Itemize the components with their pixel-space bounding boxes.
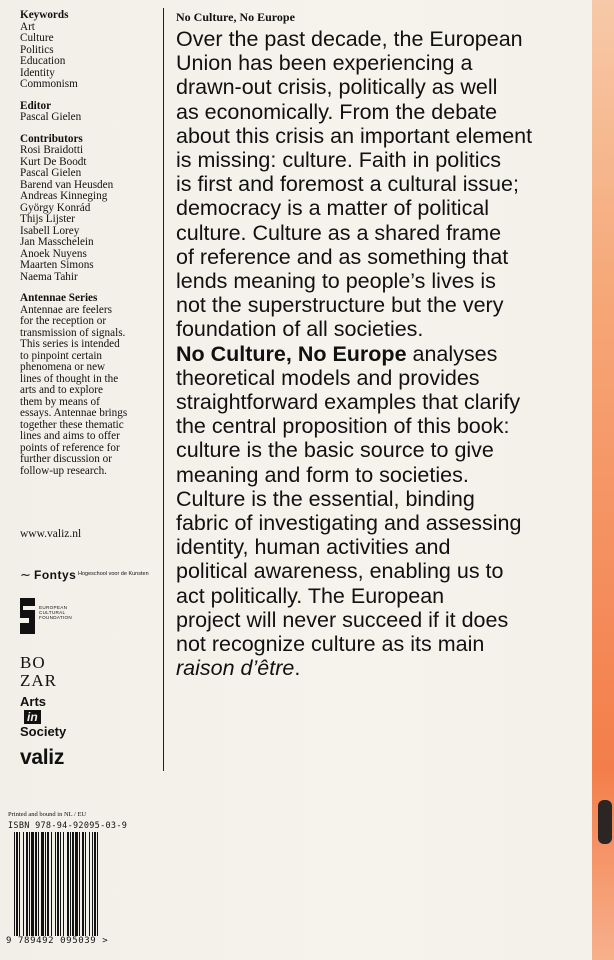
barcode-bar: [75, 832, 78, 936]
blurb-line: the central proposition of this book:: [176, 414, 510, 439]
series-text-line: lines and aims to offer: [20, 430, 120, 442]
barcode-bar: [85, 832, 86, 936]
contributor: Kurt De Boodt: [20, 155, 87, 168]
barcode-bar: [26, 832, 28, 936]
valiz-logo: valiz: [20, 746, 65, 769]
blurb-line: Union has been experiencing a: [176, 51, 473, 76]
column-divider: [163, 8, 164, 771]
barcode-bar: [45, 832, 46, 936]
blurb-line: is missing: culture. Faith in politics: [176, 148, 501, 173]
series-text-line: lines of thought in the: [20, 372, 119, 385]
spine-notch: [598, 800, 612, 844]
barcode-bar: [70, 832, 71, 936]
ecf-line: CULTURAL: [39, 610, 66, 616]
barcode-bar: [51, 832, 52, 936]
contributor: Naema Tahir: [20, 270, 78, 283]
barcode-bar: [23, 832, 24, 936]
blurb-line: political awareness, enabling us to: [176, 559, 504, 584]
blurb-line-italic: [176, 656, 596, 680]
blurb-line: theoretical models and provides: [176, 365, 480, 390]
blurb-body: [176, 27, 596, 680]
keyword: Identity: [20, 66, 55, 79]
contributors-section: [20, 134, 160, 284]
blurb-line: culture. Culture as a shared frame: [176, 220, 502, 245]
italic-phrase: raison d’être: [176, 656, 295, 681]
barcode-bar: [82, 832, 84, 936]
series-heading: Antennae Series: [20, 292, 98, 304]
blurb-line: straightforward examples that clarify: [176, 390, 521, 415]
series-section: [20, 293, 160, 477]
barcode-bar: [19, 832, 20, 936]
blurb-line: of reference and as something that: [176, 244, 509, 269]
barcode-bar: [41, 832, 44, 936]
blurb-line: is first and foremost a cultural issue;: [176, 172, 519, 197]
contributor: Thijs Lijster: [20, 213, 75, 225]
contributor: Maarten Simons: [20, 259, 94, 271]
barcode-bar: [63, 832, 64, 936]
barcode-digits: 9 789492 095039 >: [6, 936, 109, 946]
barcode-bar: [79, 832, 80, 936]
editor-section: [20, 101, 160, 124]
barcode: [14, 832, 126, 936]
blurb-line: Culture is the essential, binding: [176, 486, 475, 511]
barcode-bar: [55, 832, 56, 936]
blurb-line: not the superstructure but the very: [176, 293, 504, 318]
ais-arts: Arts: [20, 694, 47, 709]
contributor: György Konrád: [20, 201, 91, 214]
series-text-line: arts and to explore: [20, 384, 103, 396]
european-cultural-foundation-logo: [20, 598, 120, 634]
editor-heading: Editor: [20, 99, 52, 112]
barcode-bar: [89, 832, 90, 936]
blurb-line: Over the past decade, the European: [176, 27, 523, 51]
contributor: Pascal Gielen: [20, 167, 82, 179]
barcode-bar: [14, 832, 15, 936]
bozar-line: BO: [20, 653, 46, 672]
contributors-heading: Contributors: [20, 132, 83, 145]
after-bold: analyses: [406, 341, 498, 366]
ais-in: in: [24, 710, 41, 724]
printed-note: Printed and bound in NL / EU: [8, 811, 87, 818]
series-text-line: for the reception or: [20, 315, 107, 327]
blurb-line: act politically. The European: [176, 583, 445, 608]
fontys-logo: [20, 567, 170, 583]
keyword: Art: [20, 20, 35, 33]
contributor: Anoek Nuyens: [20, 247, 87, 260]
final-period: .: [294, 656, 301, 681]
keyword: Politics: [20, 43, 54, 56]
barcode-bar: [31, 832, 34, 936]
bold-book-title: No Culture, No Europe: [176, 341, 407, 366]
blurb-line: project will never succeed if it does: [176, 607, 509, 632]
blurb-line: identity, human activities and: [176, 535, 451, 560]
contributor: Andreas Kinneging: [20, 190, 108, 202]
series-text-line: together these thematic: [20, 418, 124, 431]
series-text-line: to pinpoint certain: [20, 349, 103, 362]
contributor: Isabell Lorey: [20, 224, 80, 237]
blurb-line: meaning and form to societies.: [176, 462, 469, 487]
barcode-bar: [92, 832, 93, 936]
blurb-line: drawn-out crisis, politically as well: [176, 75, 498, 100]
keyword: Commonism: [20, 78, 78, 90]
contributor: Rosi Braidotti: [20, 144, 84, 156]
series-text-line: further discussion or: [20, 453, 112, 465]
fontys-subtitle: Hogeschool voor de Kunsten: [78, 571, 149, 577]
fontys-swoosh-icon: ~: [20, 568, 31, 583]
barcode-bar: [57, 832, 59, 936]
barcode-bar: [35, 832, 37, 936]
barcode-bar: [67, 832, 69, 936]
fontys-name: Fontys: [34, 568, 77, 582]
barcode-bar: [29, 832, 30, 936]
barcode-bar: [72, 832, 74, 936]
barcode-bar: [97, 832, 98, 936]
barcode-bar: [94, 832, 96, 936]
series-text-line: essays. Antennae brings: [20, 407, 128, 419]
keywords-heading: Keywords: [20, 9, 69, 21]
arts-in-society-logo: [20, 694, 66, 739]
blurb-line: lends meaning to people’s lives is: [176, 269, 496, 294]
ais-society: Society: [20, 724, 67, 739]
blurb-line: culture is the basic source to give: [176, 438, 494, 463]
series-text-line: them by means of: [20, 395, 100, 408]
isbn-text: ISBN 978-94-92095-03-9: [8, 821, 128, 831]
bozar-logo: [20, 654, 57, 690]
blurb-line: fabric of investigating and assessing: [176, 511, 522, 536]
contributor: Barend van Heusden: [20, 178, 114, 191]
blurb-line: as economically. From the debate: [176, 99, 498, 124]
publisher-url[interactable]: www.valiz.nl: [20, 528, 82, 540]
barcode-bar: [47, 832, 49, 936]
ecf-text: [39, 605, 72, 621]
series-text-line: follow-up research.: [20, 464, 107, 477]
series-text-line: phenomena or new: [20, 361, 106, 373]
ecf-mark-icon: [20, 598, 35, 634]
ecf-line: FOUNDATION: [39, 615, 73, 621]
keyword: Culture: [20, 32, 54, 44]
contributor: Jan Masschelein: [20, 236, 94, 248]
blurb-line: about this crisis an important element: [176, 123, 533, 148]
left-column: [20, 10, 160, 487]
blurb-line: not recognize culture as its main: [176, 632, 485, 657]
ecf-line: EUROPEAN: [39, 605, 68, 610]
blurb-line: foundation of all societies.: [176, 317, 424, 342]
series-text-line: This series is intended: [20, 338, 120, 350]
blurb-title: No Culture, No Europe: [176, 10, 295, 24]
barcode-bar: [38, 832, 39, 936]
keywords-section: [20, 10, 160, 91]
barcode-bar: [60, 832, 61, 936]
editor-name: Pascal Gielen: [20, 111, 82, 123]
series-text-line: Antennae are feelers: [20, 303, 112, 316]
series-text-line: transmission of signals.: [20, 326, 126, 339]
blurb-line: democracy is a matter of political: [176, 196, 490, 221]
blurb-line-bold: [176, 342, 596, 366]
series-text-line: points of reference for: [20, 441, 120, 454]
bozar-line: ZAR: [20, 671, 57, 690]
barcode-bar: [16, 832, 18, 936]
keyword: Education: [20, 55, 66, 67]
